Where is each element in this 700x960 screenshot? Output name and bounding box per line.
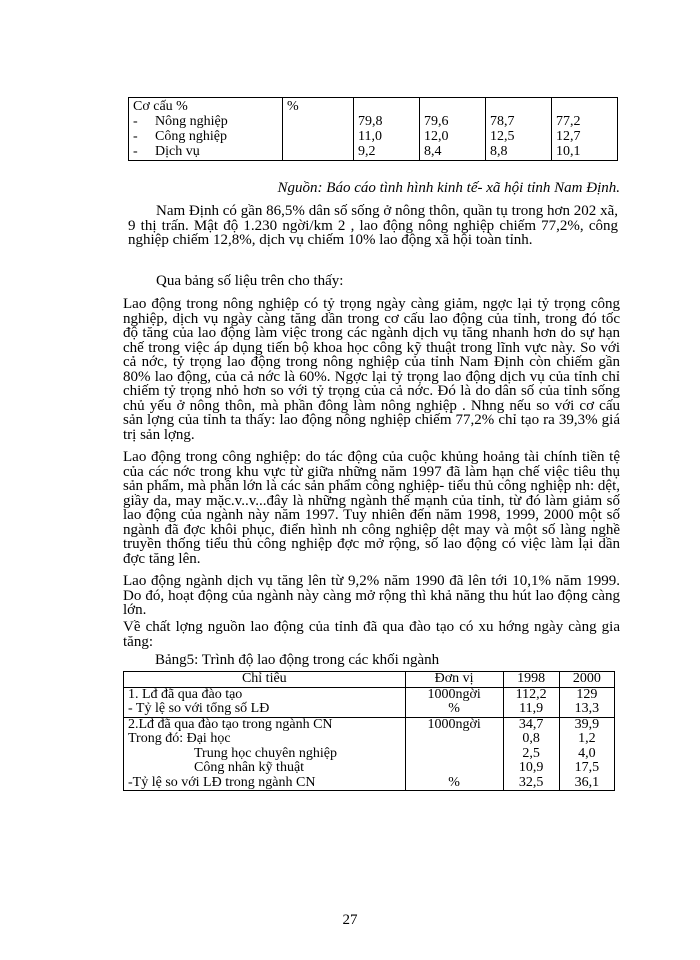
structure-item-agriculture: - Nông nghiệp [133,114,228,129]
col-header-indicator: Chỉ tiêu [124,672,406,688]
table-row: -Tỷ lệ so với LĐ trong ngành CN % 32,5 36,1 [124,776,615,791]
table-row: Công nhân kỹ thuật 10,9 17,5 [124,761,615,776]
paragraph-intro: Qua bảng số liệu trên cho thấy: [156,273,344,289]
paragraph-industry: Lao động trong công nghiệp: do tác động của cuộc khủng hoảng tài chính tiền tệ của các nớc trong khu vực từ giữa những năm 1997 đã làm hạn chế việc tiêu thụ sản phẩm, mà phần lớn là các sản phẩm công nghiệp- tiểu thủ công nghiệp nh: dệt, giầy da, may mặc.v..v...đây là những ngành thế mạnh của tỉnh, từ đó làm giảm số lao động của ngành này năm 1997. Tuy nhiên đến năm 1998, 1999, 2000 một số ngành đã đợc khôi phục, điển hình nh công nghiệp dệt may và một số làng nghề truyền thống tiểu thủ công nghiệp đợc mở rộng, số lao động có việc làm lại dần đợc tăng lên. [123,449,620,567]
paragraph-agriculture: Lao động trong nông nghiệp có tỷ trọng ngày càng giảm, ngợc lại tỷ trọng công nghiệp, dịch vụ ngày càng tăng dần trong cơ cấu lao động của tỉnh, trong đó tốc độ tăng của lao động làm việc trong các ngành dịch vụ tăng nhanh hơn do sự hạn chế trong việc áp dụng tiến bộ khoa học công kỹ thuật trong lĩnh vực này. So với cả nớc, tỷ trọng lao động trong nông nghiệp của tỉnh Nam Định còn chiếm gần 80% lao động, của cả nớc là 60%. Ngợc lại tỷ trọng lao động dịch vụ của tỉnh chỉ chiếm tỷ trọng nhỏ hơn so với tỷ trọng của cả nớc. Đó là do dân số của tỉnh sống chủ yếu ở nông thôn, mà phần đông làm nông nghiệp . Nhng nếu so với cơ cấu sản lợng của tỉnh ta thấy: lao động nông nghiệp chiếm 77,2% chỉ tạo ra 39,3% giá trị sản lợng. [123,296,620,443]
structure-header: Cơ cấu % [133,99,188,114]
table5-group-1 [124,687,615,717]
table-row: Trung học chuyên nghiệp 2,5 4,0 [124,747,615,762]
structure-col-2: 79,6 12,0 8,4 [420,98,486,161]
structure-col-4: 77,2 12,7 10,1 [552,98,618,161]
col-header-unit: Đơn vị [405,672,503,688]
training-level-table [123,671,615,791]
structure-col-1: 79,8 11,0 9,2 [354,98,420,161]
structure-item-industry: - Công nghiệp [133,129,227,144]
structure-unit-cell: % [283,98,354,161]
paragraph-population: Nam Định có gần 86,5% dân số sống ở nông thôn, quần tụ trong hơn 202 xã, 9 thị trấn. Mật độ 1.230 ngời/km 2 , lao động nông nghiệp chiếm 77,2%, công nghiệp chiếm 12,8%, dịch vụ chiếm 10% lao động xã hội toàn tỉnh. [128,203,618,248]
col-header-1998: 1998 [503,672,559,688]
table5-caption: Bảng5: Trình độ lao động trong các khối ngành [155,652,440,668]
paragraph-services: Lao động ngành dịch vụ tăng lên từ 9,2% năm 1990 đã lên tới 10,1% năm 1999. Do đó, hoạt động của ngành này càng mở rộng thì khả năng thu hút lao động càng lớn. [123,573,620,618]
table-row: Trong đó: Đại học 0,8 1,2 [124,732,615,747]
page-number: 27 [342,912,358,928]
structure-item-services: - Dịch vụ [133,144,200,159]
table-row: 2.Lđ đã qua đào tạo trong ngành CN 1000ngời 34,7 39,9 [124,717,615,732]
labor-structure-table [128,97,618,161]
paragraph-quality: Về chất lợng nguồn lao động của tỉnh đã qua đào tạo có xu hớng ngày càng gia tăng: [123,619,620,650]
col-header-2000: 2000 [559,672,614,688]
structure-label-cell [129,98,283,161]
table-row: - Tỷ lệ so với tổng số LĐ % 11,9 13,3 [124,702,615,717]
source-note: Nguồn: Báo cáo tình hình kinh tế- xã hội tỉnh Nam Định. [277,180,620,196]
table5-group-2 [124,717,615,791]
structure-col-3: 78,7 12,5 8,8 [486,98,552,161]
table-row: 1. Lđ đã qua đào tạo 1000ngời 112,2 129 [124,687,615,702]
